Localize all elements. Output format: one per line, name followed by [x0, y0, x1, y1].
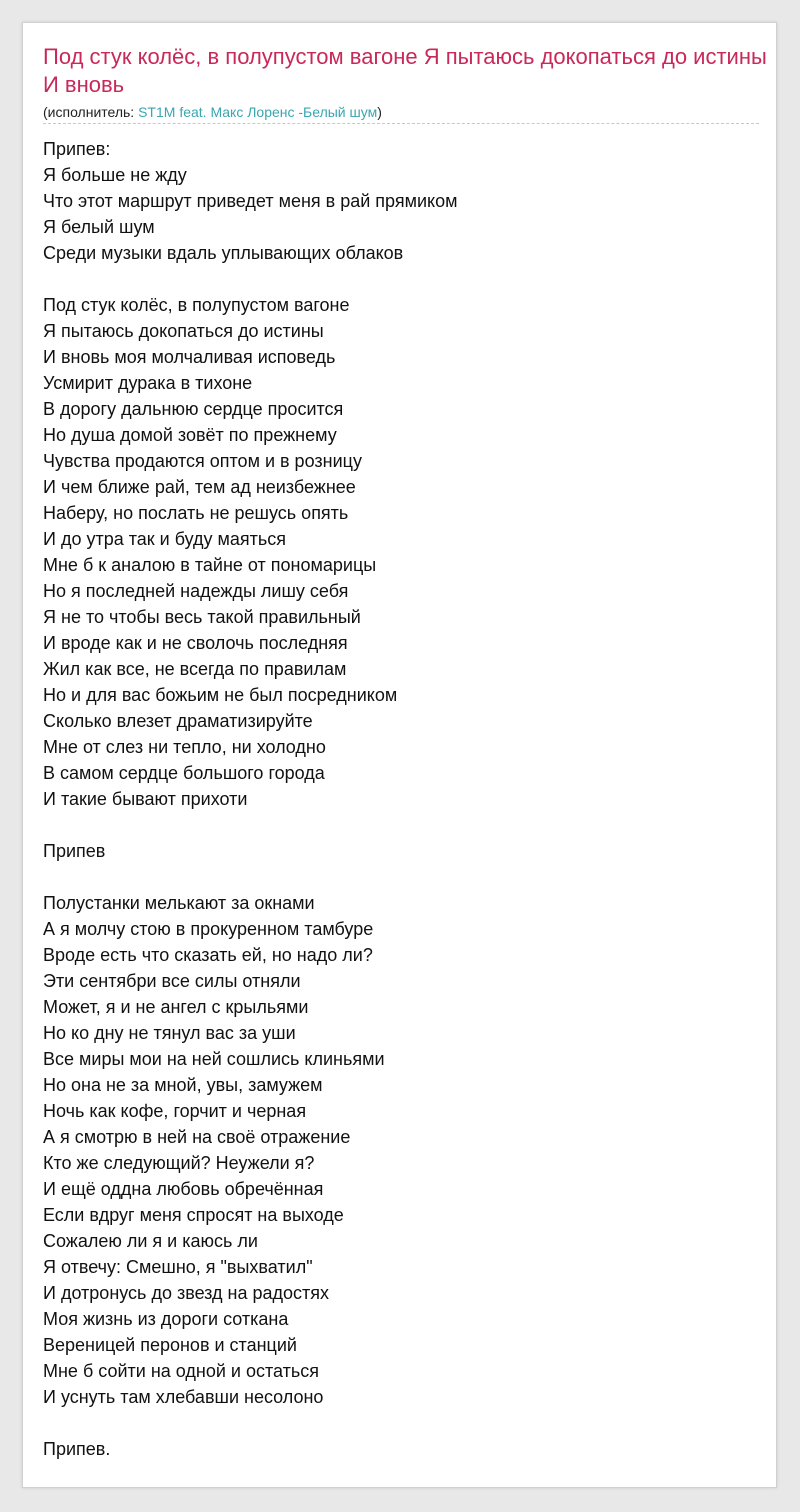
lyric-line: И такие бывают прихоти [43, 789, 248, 809]
artist-link[interactable]: ST1M feat. Макс Лоренс -Белый шум [138, 104, 378, 120]
divider [43, 123, 759, 124]
lyric-line: Усмирит дурака в тихоне [43, 373, 253, 393]
lyric-line: Что этот маршрут приведет меня в рай прямиком [43, 191, 458, 211]
lyric-blank-line [43, 1410, 763, 1436]
lyric-line: Я больше не жду [43, 165, 187, 185]
lyric-line: Мне б к аналою в тайне от пономарицы [43, 555, 377, 575]
lyric-line: Но я последней надежды лишу себя [43, 581, 349, 601]
lyric-line: И уснуть там хлебавши несолоно [43, 1387, 324, 1407]
lyric-line: Сколько влезет драматизируйте [43, 711, 313, 731]
lyric-line: И вновь моя молчаливая исповедь [43, 347, 336, 367]
lyric-line: Кто же следующий? Неужели я? [43, 1153, 315, 1173]
song-title: Под стук колёс, в полупустом вагоне Я пытаюсь докопаться до истины И вновь [43, 44, 767, 97]
lyric-line: А я смотрю в ней на своё отражение [43, 1127, 351, 1147]
lyric-line: И до утра так и буду маяться [43, 529, 287, 549]
lyric-line: И ещё оддна любовь обречённая [43, 1179, 324, 1199]
lyric-line: Сожалею ли я и каюсь ли [43, 1231, 258, 1251]
lyric-line: Под стук колёс, в полупустом вагоне [43, 295, 350, 315]
lyrics-text [43, 136, 763, 1462]
lyric-line: И вроде как и не сволочь последняя [43, 633, 348, 653]
lyric-line: Эти сентябри все силы отняли [43, 971, 301, 991]
artist-suffix: ) [377, 104, 382, 120]
lyric-line: Чувства продаются оптом и в розницу [43, 451, 362, 471]
lyric-line: Мне от слез ни тепло, ни холодно [43, 737, 326, 757]
lyric-line: Я пытаюсь докопаться до истины [43, 321, 324, 341]
lyric-blank-line [43, 864, 763, 890]
lyric-line: Мне б сойти на одной и остаться [43, 1361, 319, 1381]
lyrics-page [22, 22, 777, 1488]
lyric-line: Жил как все, не всегда по правилам [43, 659, 347, 679]
lyric-line: Ночь как кофе, горчит и черная [43, 1101, 307, 1121]
lyric-line: Но ко дну не тянул вас за уши [43, 1023, 296, 1043]
artist-prefix: (исполнитель: [43, 104, 139, 120]
lyric-line: Припев: [43, 139, 111, 159]
lyric-line: Вроде есть что сказать ей, но надо ли? [43, 945, 373, 965]
lyric-line: И дотронусь до звезд на радостях [43, 1283, 330, 1303]
lyric-line: Может, я и не ангел с крыльями [43, 997, 309, 1017]
lyric-line: Вереницей перонов и станций [43, 1335, 297, 1355]
lyric-line: Но она не за мной, увы, замужем [43, 1075, 323, 1095]
lyric-line: В дорогу дальнюю сердце просится [43, 399, 344, 419]
lyric-blank-line [43, 812, 763, 838]
artist-line [43, 103, 382, 121]
lyric-line: Но душа домой зовёт по прежнему [43, 425, 337, 445]
lyric-line: Среди музыки вдаль уплывающих облаков [43, 243, 404, 263]
lyric-blank-line [43, 266, 763, 292]
lyric-line: Я белый шум [43, 217, 155, 237]
lyric-line: Припев. [43, 1439, 111, 1459]
lyric-line: Моя жизнь из дороги соткана [43, 1309, 289, 1329]
lyric-line: А я молчу стою в прокуренном тамбуре [43, 919, 374, 939]
lyric-line: Но и для вас божьим не был посредником [43, 685, 398, 705]
lyric-line: Припев [43, 841, 106, 861]
lyric-line: Я не то чтобы весь такой правильный [43, 607, 361, 627]
lyric-line: Все миры мои на ней сошлись клиньями [43, 1049, 385, 1069]
lyric-line: И чем ближе рай, тем ад неизбежнее [43, 477, 356, 497]
lyric-line: Полустанки мелькают за окнами [43, 893, 315, 913]
lyric-line: Я отвечу: Смешно, я "выхватил" [43, 1257, 313, 1277]
lyric-line: Если вдруг меня спросят на выходе [43, 1205, 344, 1225]
lyric-line: В самом сердце большого города [43, 763, 325, 783]
lyric-line: Наберу, но послать не решусь опять [43, 503, 349, 523]
